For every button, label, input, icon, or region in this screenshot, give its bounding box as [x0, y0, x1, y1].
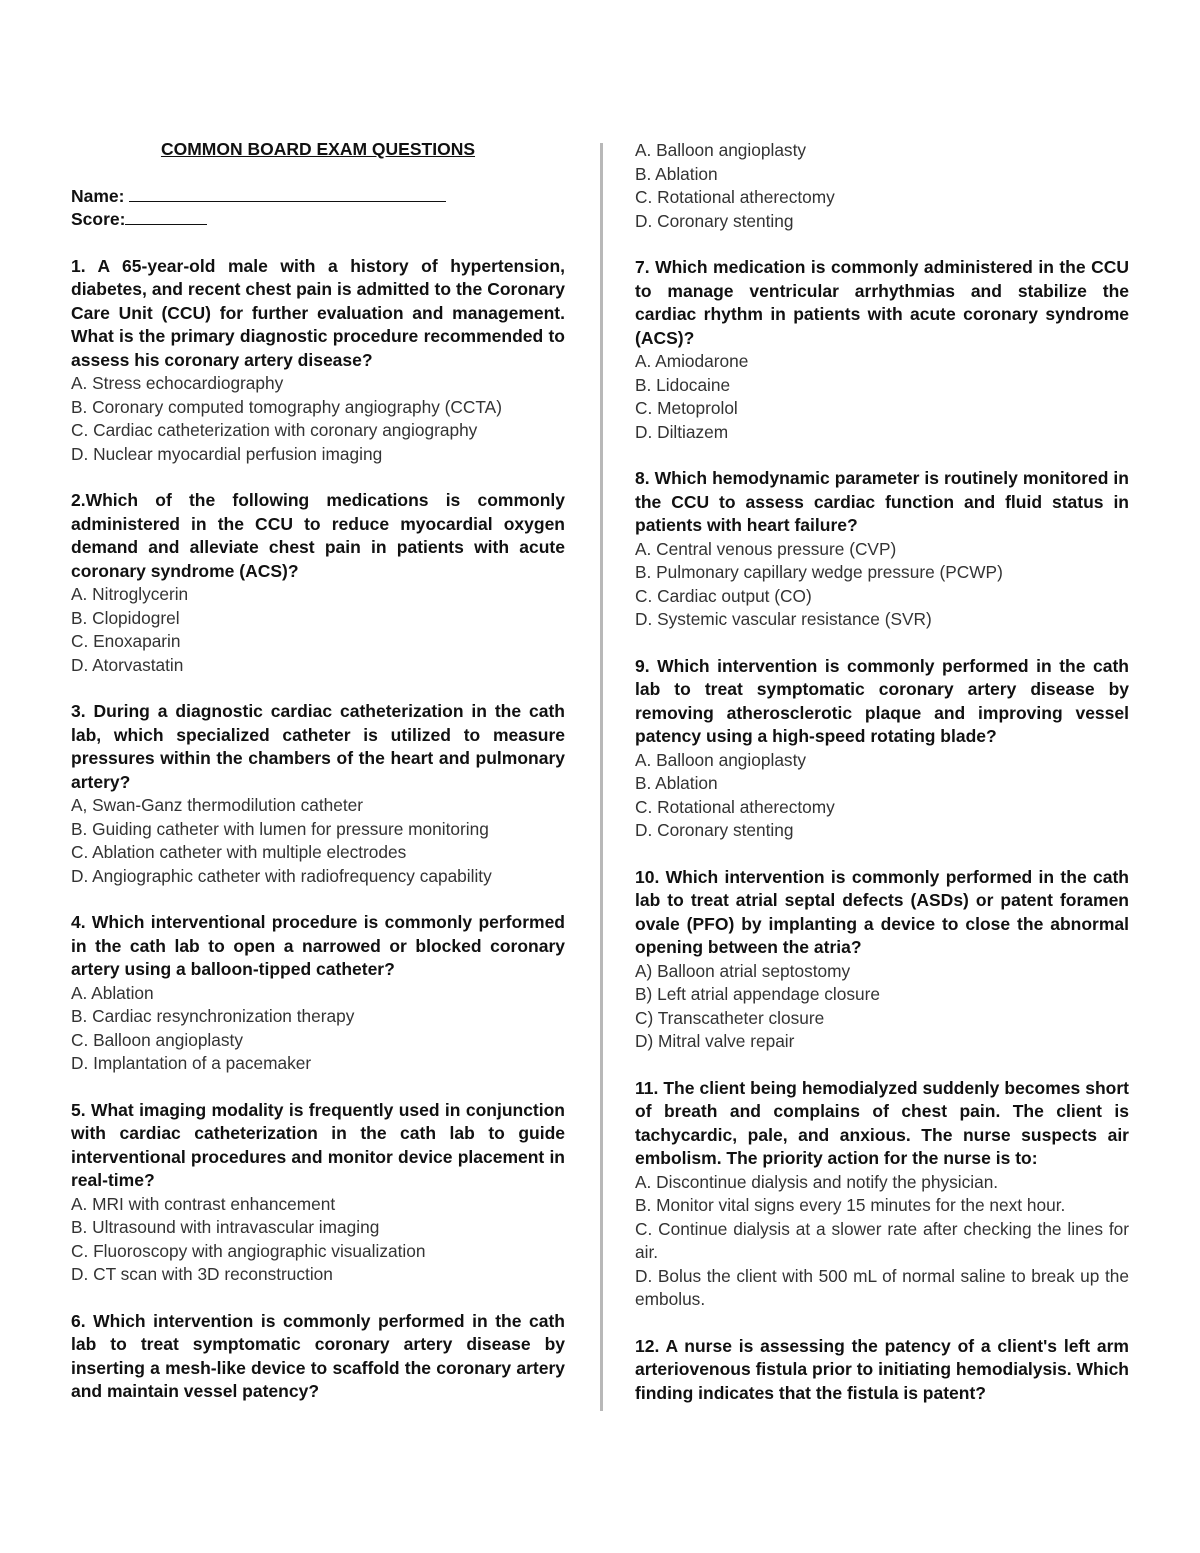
question-stem: 10. Which intervention is commonly performed in the cath lab to treat atrial septal defects (ASDs) or patent foramen ovale (PFO) by implanting a device to close the abnormal opening between the atria?	[635, 866, 1129, 957]
name-label: Name:	[71, 185, 125, 206]
option-b: B. Coronary computed tomography angiography (CCTA)	[71, 396, 502, 417]
name-blank[interactable]	[129, 186, 446, 202]
option-b: B. Pulmonary capillary wedge pressure (PCWP)	[635, 562, 1003, 582]
option-b: B. Lidocaine	[635, 374, 731, 395]
option-d: D. Diltiazem	[635, 421, 729, 442]
option-d: D. Coronary stenting	[635, 210, 794, 231]
option-d: D. Systemic vascular resistance (SVR)	[635, 609, 932, 629]
question-stem: 12. A nurse is assessing the patency of a client's left arm arteriovenous fistula prior to initiating hemodialysis. Which finding indicates that the fistula is patent?	[635, 1335, 1129, 1403]
option-a: A. Nitroglycerin	[71, 584, 189, 604]
page-title: COMMON BOARD EXAM QUESTIONS	[160, 139, 476, 159]
question-2	[71, 489, 565, 677]
question-9	[635, 655, 1129, 843]
option-c: C. Ablation catheter with multiple electrodes	[71, 842, 407, 862]
option-d: D) Mitral valve repair	[635, 1031, 795, 1051]
question-stem: 6. Which intervention is commonly performed in the cath lab to treat symptomatic coronary artery disease by inserting a mesh-like device to scaffold the coronary artery and maintain vessel patency?	[71, 1310, 565, 1401]
option-a: A. Amiodarone	[635, 351, 749, 371]
option-a: A. Discontinue dialysis and notify the physician.	[635, 1171, 999, 1192]
option-d: D. Angiographic catheter with radiofrequency capability	[71, 865, 492, 886]
question-6	[71, 1310, 565, 1404]
score-label: Score:	[71, 209, 126, 229]
option-d: D. CT scan with 3D reconstruction	[71, 1264, 333, 1284]
option-c: C. Cardiac output (CO)	[635, 585, 812, 606]
question-stem: 1. A 65-year-old male with a history of hypertension, diabetes, and recent chest pain is admitted to the Coronary Care Unit (CCU) for further evaluation and management. What is the primary diagnostic procedure recommended to assess his coronary artery disease?	[71, 255, 565, 370]
question-6-options	[635, 139, 1129, 233]
option-b: B. Ultrasound with intravascular imaging	[71, 1217, 380, 1237]
question-stem: 9. Which intervention is commonly performed in the cath lab to treat symptomatic coronary artery disease by removing atherosclerotic plaque and improving vessel patency using a high-speed rotating blade?	[635, 655, 1129, 746]
question-stem: 5. What imaging modality is frequently used in conjunction with cardiac catheterization in the cath lab to guide interventional procedures and monitor device placement in real-time?	[71, 1099, 565, 1190]
option-c: C. Rotational atherectomy	[635, 187, 835, 207]
question-12	[635, 1335, 1129, 1406]
option-a: A. Ablation	[71, 982, 154, 1003]
score-field	[71, 208, 565, 232]
option-b: B. Ablation	[635, 773, 718, 793]
score-blank[interactable]	[125, 209, 207, 225]
option-d: D. Nuclear myocardial perfusion imaging	[71, 443, 383, 464]
option-b: B. Clopidogrel	[71, 607, 180, 628]
option-a: A. Balloon angioplasty	[635, 140, 807, 160]
option-b: B. Guiding catheter with lumen for pressure monitoring	[71, 818, 489, 839]
option-c: C. Cardiac catheterization with coronary angiography	[71, 420, 478, 440]
question-stem: 4. Which interventional procedure is commonly performed in the cath lab to open a narrowed or blocked coronary artery using a balloon-tipped catheter?	[71, 912, 565, 979]
option-c: C. Fluoroscopy with angiographic visualization	[71, 1240, 426, 1261]
option-b: B. Ablation	[635, 163, 718, 184]
question-stem: 8. Which hemodynamic parameter is routinely monitored in the CCU to assess cardiac function and fluid status in patients with heart failure?	[635, 468, 1129, 535]
question-3	[71, 700, 565, 888]
question-1	[71, 255, 565, 467]
option-d: D. Coronary stenting	[635, 820, 794, 840]
option-b: B. Monitor vital signs every 15 minutes for the next hour.	[635, 1195, 1066, 1215]
option-d: D. Implantation of a pacemaker	[71, 1053, 312, 1073]
column-divider	[600, 143, 603, 1411]
option-d: D. Atorvastatin	[71, 654, 184, 675]
option-c: C. Enoxaparin	[71, 631, 181, 651]
question-5	[71, 1099, 565, 1287]
option-b: B. Cardiac resynchronization therapy	[71, 1006, 355, 1026]
option-c: C. Continue dialysis at a slower rate after checking the lines for air.	[635, 1218, 1129, 1262]
question-stem: 7. Which medication is commonly administered in the CCU to manage ventricular arrhythmias and stabilize the cardiac rhythm in patients with acute coronary syndrome (ACS)?	[635, 257, 1129, 348]
question-11	[635, 1077, 1129, 1312]
left-column	[71, 138, 565, 1427]
option-a: A, Swan-Ganz thermodilution catheter	[71, 795, 364, 815]
question-stem: 3. During a diagnostic cardiac catheterization in the cath lab, which specialized catheter is utilized to measure pressures within the chambers of the heart and pulmonary artery?	[71, 701, 565, 792]
option-a: A) Balloon atrial septostomy	[635, 960, 851, 981]
option-c: C. Metoprolol	[635, 398, 738, 418]
option-a: A. MRI with contrast enhancement	[71, 1193, 336, 1214]
option-c: C. Balloon angioplasty	[71, 1029, 243, 1050]
option-a: A. Stress echocardiography	[71, 373, 284, 393]
question-8	[635, 467, 1129, 632]
question-stem: 2.Which of the following medications is commonly administered in the CCU to reduce myocardial oxygen demand and alleviate chest pain in patients with acute coronary syndrome (ACS)?	[71, 490, 565, 581]
option-a: A. Central venous pressure (CVP)	[635, 538, 897, 559]
option-a: A. Balloon angioplasty	[635, 749, 807, 770]
option-d: D. Bolus the client with 500 mL of normal saline to break up the embolus.	[635, 1265, 1129, 1309]
option-b: B) Left atrial appendage closure	[635, 984, 880, 1004]
option-c: C) Transcatheter closure	[635, 1007, 825, 1028]
question-10	[635, 866, 1129, 1054]
question-4	[71, 911, 565, 1076]
question-7	[635, 256, 1129, 444]
name-field	[71, 185, 565, 209]
question-stem: 11. The client being hemodialyzed suddenly becomes short of breath and complains of chest pain. The client is tachycardic, pale, and anxious. The nurse suspects air embolism. The priority action for the nurse is to:	[635, 1077, 1129, 1168]
option-c: C. Rotational atherectomy	[635, 796, 835, 817]
right-column	[635, 139, 1129, 1428]
